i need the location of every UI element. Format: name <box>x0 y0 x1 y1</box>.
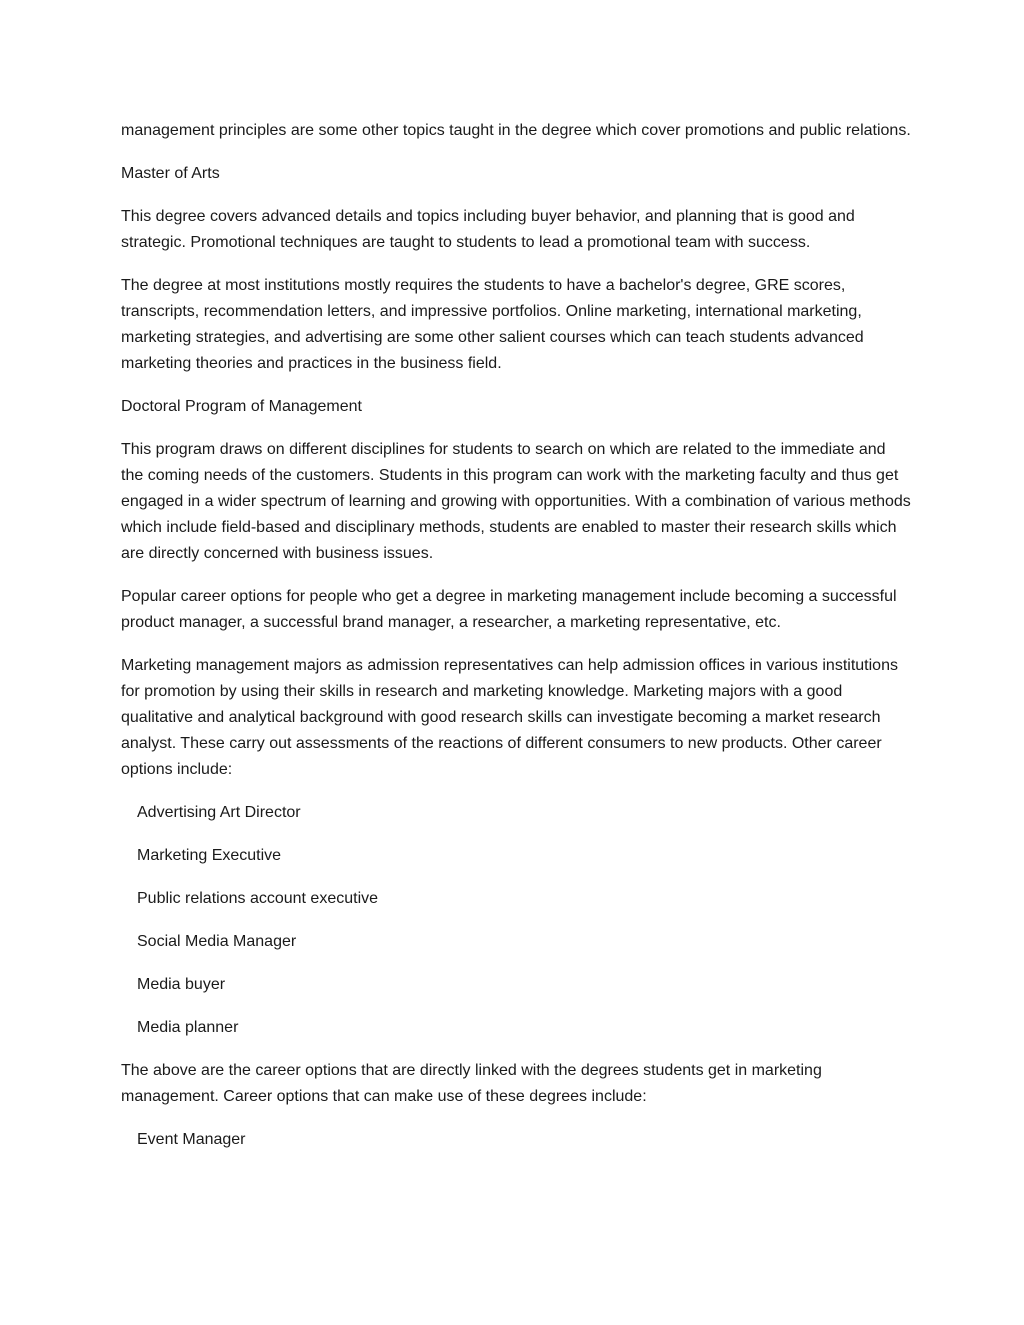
additional-career-options-list <box>121 1127 911 1153</box>
list-item: Media planner <box>137 1019 239 1036</box>
list-item: Media buyer <box>137 976 226 993</box>
list-item: Social Media Manager <box>137 933 297 950</box>
paragraph-management-principles: management principles are some other topics taught in the degree which cover promotions and public relations. <box>121 122 911 139</box>
paragraph-master-degree-topics: This degree covers advanced details and topics including buyer behavior, and planning that is good and strategic. Promotional techniques are taught to students to lead a promotional team with success. <box>121 208 855 251</box>
heading-doctoral-program: Doctoral Program of Management <box>121 398 362 415</box>
list-item: Marketing Executive <box>137 847 282 864</box>
list-item: Event Manager <box>137 1131 246 1148</box>
list-item: Public relations account executive <box>137 890 379 907</box>
paragraph-career-options: Popular career options for people who get a degree in marketing management include becoming a successful product manager, a successful brand manager, a researcher, a marketing representative, etc. <box>121 588 897 631</box>
heading-master-of-arts: Master of Arts <box>121 165 220 182</box>
paragraph-linked-careers: The above are the career options that are directly linked with the degrees students get in marketing management. Career options that can make use of these degrees include: <box>121 1062 822 1105</box>
list-item: Advertising Art Director <box>137 804 301 821</box>
paragraph-admission-representatives: Marketing management majors as admission representatives can help admission offices in various institutions for promotion by using their skills in research and marketing knowledge. Marketing majors with a good qualitative and analytical background with good research skills can investigate becoming a market research analyst. These carry out assessments of the reactions of different consumers to new products. Other career options include: <box>121 657 898 778</box>
career-options-list <box>121 800 911 1041</box>
paragraph-doctoral-description: This program draws on different disciplines for students to search on which are related to the immediate and the coming needs of the customers. Students in this program can work with the marketing faculty and thus get engaged in a wider spectrum of learning and growing with opportunities. With a combination of various methods which include field-based and disciplinary methods, students are enabled to master their research skills which are directly concerned with business issues. <box>121 441 911 562</box>
paragraph-master-requirements: The degree at most institutions mostly requires the students to have a bachelor's degree, GRE scores, transcripts, recommendation letters, and impressive portfolios. Online marketing, international marketing, marketing strategies, and advertising are some other salient courses which can teach students advanced marketing theories and practices in the business field. <box>121 277 864 372</box>
document-page <box>121 118 911 1170</box>
